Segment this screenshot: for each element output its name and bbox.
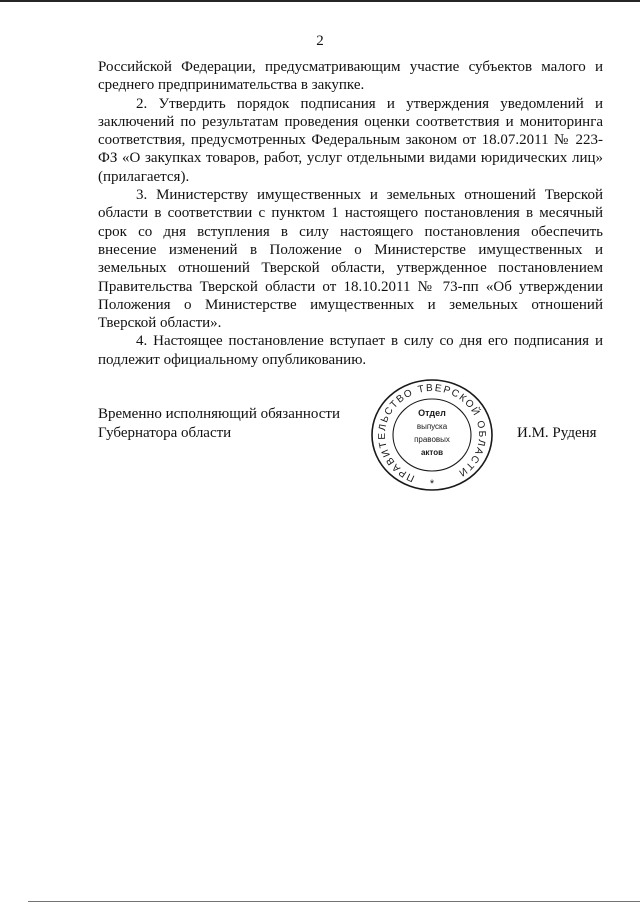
stamp-inner-line3: правовых bbox=[414, 435, 450, 444]
paragraph-continuation: Российской Федерации, предусматривающим участие субъектов малого и среднего предпринимательства в закупке. bbox=[98, 59, 603, 94]
document-body bbox=[98, 58, 603, 369]
page-number: 2 bbox=[316, 33, 324, 49]
paragraph-item-4: 4. Настоящее постановление вступает в силу со дня его подписания и подлежит официальному опубликованию. bbox=[98, 333, 603, 368]
signer-position bbox=[98, 405, 340, 443]
signer-position-line2: Губернатора области bbox=[98, 425, 232, 441]
signer-position-line1: Временно исполняющий обязанности bbox=[98, 406, 341, 422]
paragraph-item-2: 2. Утвердить порядок подписания и утверждения уведомлений и заключений по результатам проведения оценки соответствия и мониторинга соответствия, предусмотренных Федеральным законом от 18.07.2011 № 223-ФЗ «О закупках товаров, работ, услуг отдельными видами юридических лиц» (прилагается). bbox=[98, 95, 603, 185]
paragraph-item-3: 3. Министерству имущественных и земельных отношений Тверской области в соответствии с пунктом 1 настоящего постановления в месячный срок со дня вступления в силу настоящего постановления обеспечить внесение изменений в Положение о Министерстве имущественных и земельных отношений Тверской области, утвержденное постановлением Правительства Тверской области от 18.10.2011 № 73-пп «Об утверждении Положения о Министерстве имущественных и земельных отношений Тверской области». bbox=[98, 187, 603, 332]
stamp-inner-line1: Отдел bbox=[418, 408, 446, 418]
signer-name: И.М. Руденя bbox=[517, 425, 597, 441]
stamp-inner-line2: выпуска bbox=[416, 422, 448, 431]
stamp-inner-line4: актов bbox=[420, 448, 444, 457]
official-seal-stamp bbox=[368, 376, 496, 492]
stamp-star: * bbox=[429, 478, 435, 490]
stamp-ring-text: ПРАВИТЕЛЬСТВО ТВЕРСКОЙ ОБЛАСТИ bbox=[376, 382, 488, 484]
scan-edge-bottom bbox=[28, 901, 640, 902]
scan-edge-top bbox=[0, 0, 640, 2]
